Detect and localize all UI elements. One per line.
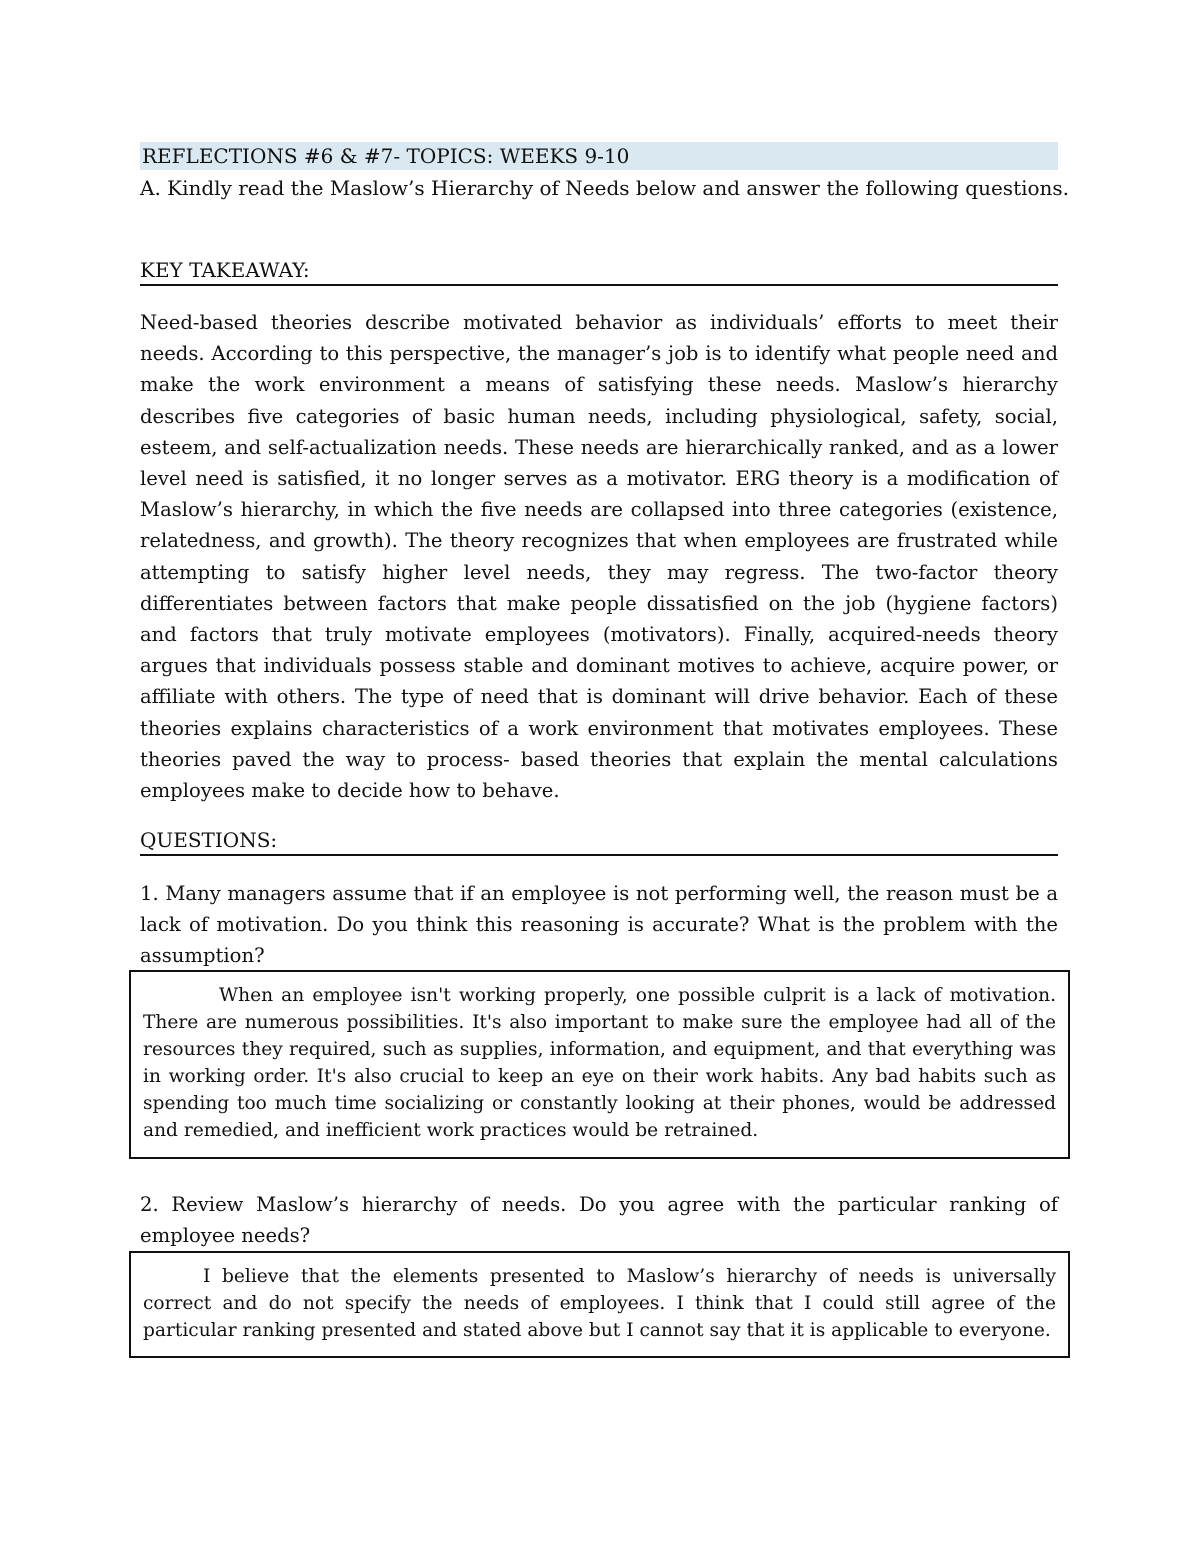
question-1-text: 1. Many managers assume that if an employee is not performing well, the reason must be a lack of motivation. Do you think this reasoning is accurate? What is the problem with the assumption? <box>140 882 1058 967</box>
answer-1-box <box>129 970 1070 1159</box>
questions-heading: QUESTIONS: <box>140 827 1058 856</box>
key-takeaway-body: Need-based theories describe motivated behavior as individuals’ efforts to meet their needs. According to this perspective, the manager’s job is to identify what people need and make the work environment a means of satisfying these needs. Maslow’s hierarchy describes five categories of basic human needs, including physiological, safety, social, esteem, and self-actualization needs. These needs are hierarchically ranked, and as a lower level need is satisfied, it no longer serves as a motivator. ERG theory is a modification of Maslow’s hierarchy, in which the five needs are collapsed into three categories (existence, relatedness, and growth). The theory recognizes that when employees are frustrated while attempting to satisfy higher level needs, they may regress. The two-factor theory differentiates between factors that make people dissatisfied on the job (hygiene factors) and factors that truly motivate employees (motivators). Finally, acquired-needs theory argues that individuals possess stable and dominant motives to achieve, acquire power, or affiliate with others. The type of need that is dominant will drive behavior. Each of these theories explains characteristics of a work environment that motivates employees. These theories paved the way to process- based theories that explain the mental calculations employees make to decide how to behave. <box>140 311 1058 803</box>
question-2-text: 2. Review Maslow’s hierarchy of needs. Do you agree with the particular ranking of employee needs? <box>140 1193 1058 1247</box>
key-takeaway-heading: KEY TAKEAWAY: <box>140 257 1058 286</box>
answer-2-text: I believe that the elements presented to Maslow’s hierarchy of needs is universally correct and do not specify the needs of employees. I think that I could still agree of the particular ranking presented and stated above but I cannot say that it is applicable to everyone. <box>143 1266 1056 1341</box>
document-title: REFLECTIONS #6 & #7- TOPICS: WEEKS 9-10 <box>140 142 1058 170</box>
instruction-text: A. Kindly read the Maslow’s Hierarchy of Needs below and answer the following questions. <box>140 176 1070 200</box>
answer-1-text: When an employee isn't working properly, one possible culprit is a lack of motivation. There are numerous possibilities. It's also important to make sure the employee had all of the resources they required, such as supplies, information, and equipment, and that everything was in working order. It's also crucial to keep an eye on their work habits. Any bad habits such as spending too much time socializing or constantly looking at their phones, would be addressed and remedied, and inefficient work practices would be retrained. <box>143 985 1056 1141</box>
answer-2-box <box>129 1251 1070 1358</box>
